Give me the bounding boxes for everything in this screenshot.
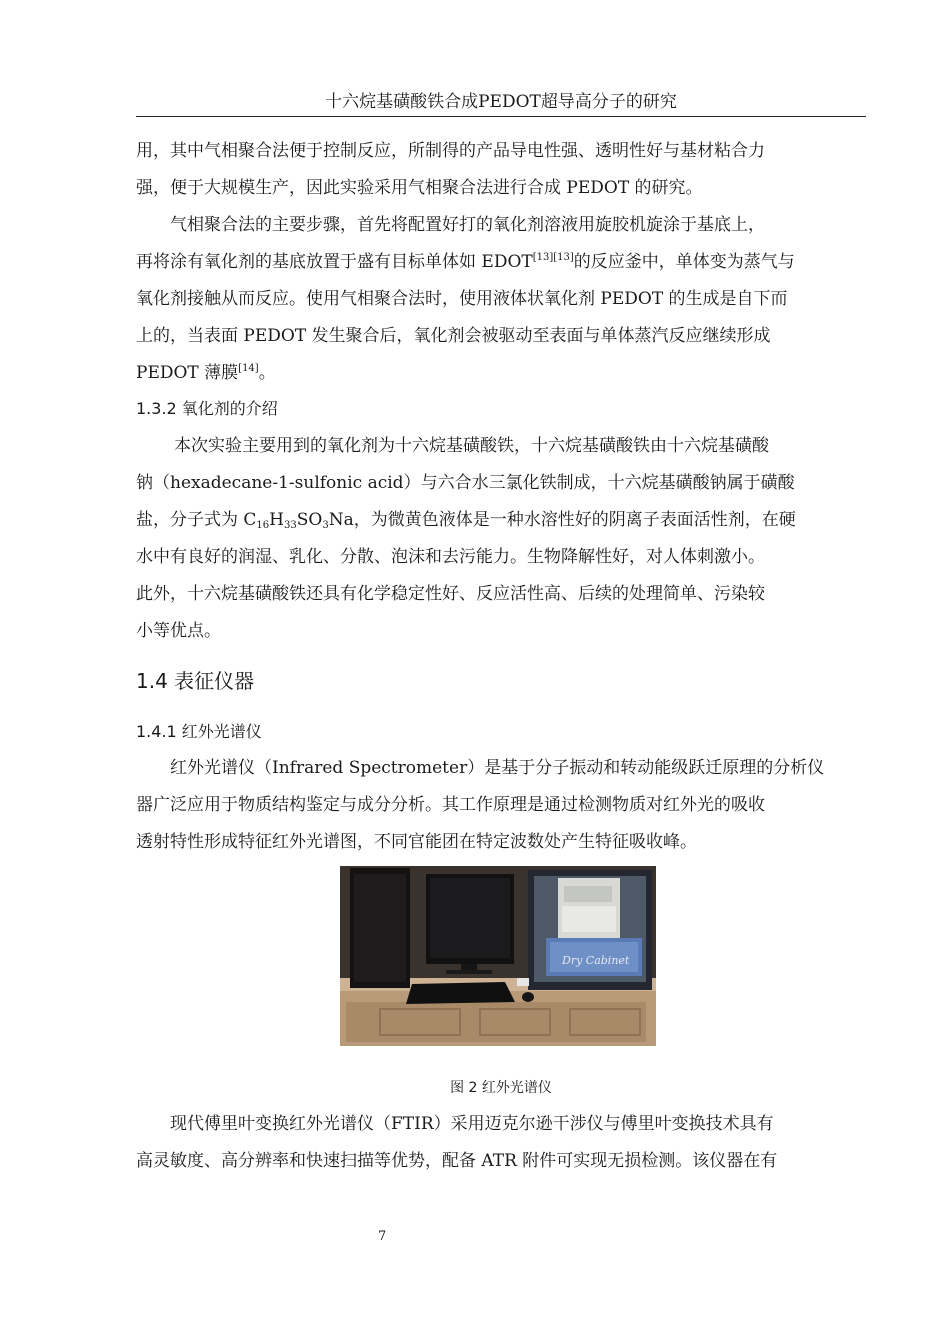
text-line: 强，便于大规模生产，因此实验采用气相聚合法进行合成 PEDOT 的研究。 — [136, 178, 703, 198]
cabinet-label: Dry Cabinet — [562, 954, 630, 967]
page-number: 7 — [378, 1229, 387, 1244]
subscript: 3 — [322, 520, 329, 531]
text-line: 小等优点。 — [136, 621, 221, 641]
text-line: 上的，当表面 PEDOT 发生聚合后，氧化剂会被驱动至表面与单体蒸汽反应继续形成 — [136, 326, 771, 346]
text-line — [136, 502, 866, 539]
text-line: 透射特性形成特征红外光谱图，不同官能团在特定波数处产生特征吸收峰。 — [136, 832, 697, 852]
text-line: 现代傅里叶变换红外光谱仪（FTIR）采用迈克尔逊干涉仪与傅里叶变换技术具有 — [170, 1114, 774, 1134]
text-line: 钠（hexadecane-1-sulfonic acid）与六合水三氯化铁制成，十六烷基磺酸钠属于磺酸 — [136, 473, 795, 493]
text-span: 盐，分子式为 C — [136, 510, 257, 530]
text-line: 气相聚合法的主要步骤，首先将配置好打的氧化剂溶液用旋胶机旋涂于基底上， — [170, 215, 765, 235]
text-line — [136, 244, 866, 281]
paragraph-vapor-steps — [136, 207, 866, 392]
page-header: 十六烷基磺酸铁合成PEDOT超导高分子的研究 — [325, 92, 677, 112]
citation: [14] — [238, 363, 259, 374]
text-line: 本次实验主要用到的氧化剂为十六烷基磺酸铁，十六烷基磺酸铁由十六烷基磺酸 — [174, 436, 769, 456]
citation: [13][13] — [532, 252, 574, 263]
section-heading-1-4-1: 1.4.1 红外光谱仪 — [136, 722, 262, 741]
subscript: 16 — [256, 520, 270, 531]
text-span: SO — [296, 510, 323, 530]
figure-caption: 图 2 红外光谱仪 — [450, 1080, 552, 1096]
header-rule — [136, 116, 866, 117]
text-span: Na，为微黄色液体是一种水溶性好的阴离子表面活性剂，在硬 — [328, 510, 796, 530]
text-span: 。 — [258, 363, 276, 383]
paragraph-ir-spectrometer — [136, 750, 866, 861]
text-span: PEDOT 薄膜 — [136, 363, 239, 383]
text-line: 高灵敏度、高分辨率和快速扫描等优势，配备 ATR 附件可实现无损检测。该仪器在有 — [136, 1151, 778, 1171]
text-line: 水中有良好的润湿、乳化、分散、泡沫和去污能力。生物降解性好，对人体刺激小。 — [136, 547, 765, 567]
paragraph-vapor-intro — [136, 133, 866, 207]
text-span: 再将涂有氧化剂的基底放置于盛有目标单体如 EDOT — [136, 252, 533, 272]
paragraph-ftir — [136, 1106, 866, 1180]
text-span: 的反应釜中，单体变为蒸气与 — [573, 252, 795, 272]
section-heading-1-4: 1.4 表征仪器 — [136, 669, 255, 693]
text-line: 氧化剂接触从而反应。使用气相聚合法时，使用液体状氧化剂 PEDOT 的生成是自下而 — [136, 289, 788, 309]
subscript: 33 — [283, 520, 297, 531]
text-line: 此外，十六烷基磺酸铁还具有化学稳定性好、反应活性高、后续的处理简单、污染较 — [136, 584, 765, 604]
text-span: H — [269, 510, 284, 530]
figure-ir-spectrometer-photo — [340, 866, 656, 1046]
text-line: 红外光谱仪（Infrared Spectrometer）是基于分子振动和转动能级跃迁原理的分析仪 — [170, 758, 825, 778]
text-line: 器广泛应用于物质结构鉴定与成分分析。其工作原理是通过检测物质对红外光的吸收 — [136, 795, 765, 815]
paragraph-oxidant — [136, 428, 866, 650]
section-heading-1-3-2: 1.3.2 氧化剂的介绍 — [136, 399, 278, 418]
text-line: 用，其中气相聚合法便于控制反应，所制得的产品导电性强、透明性好与基材粘合力 — [136, 141, 765, 161]
text-line — [136, 355, 866, 392]
